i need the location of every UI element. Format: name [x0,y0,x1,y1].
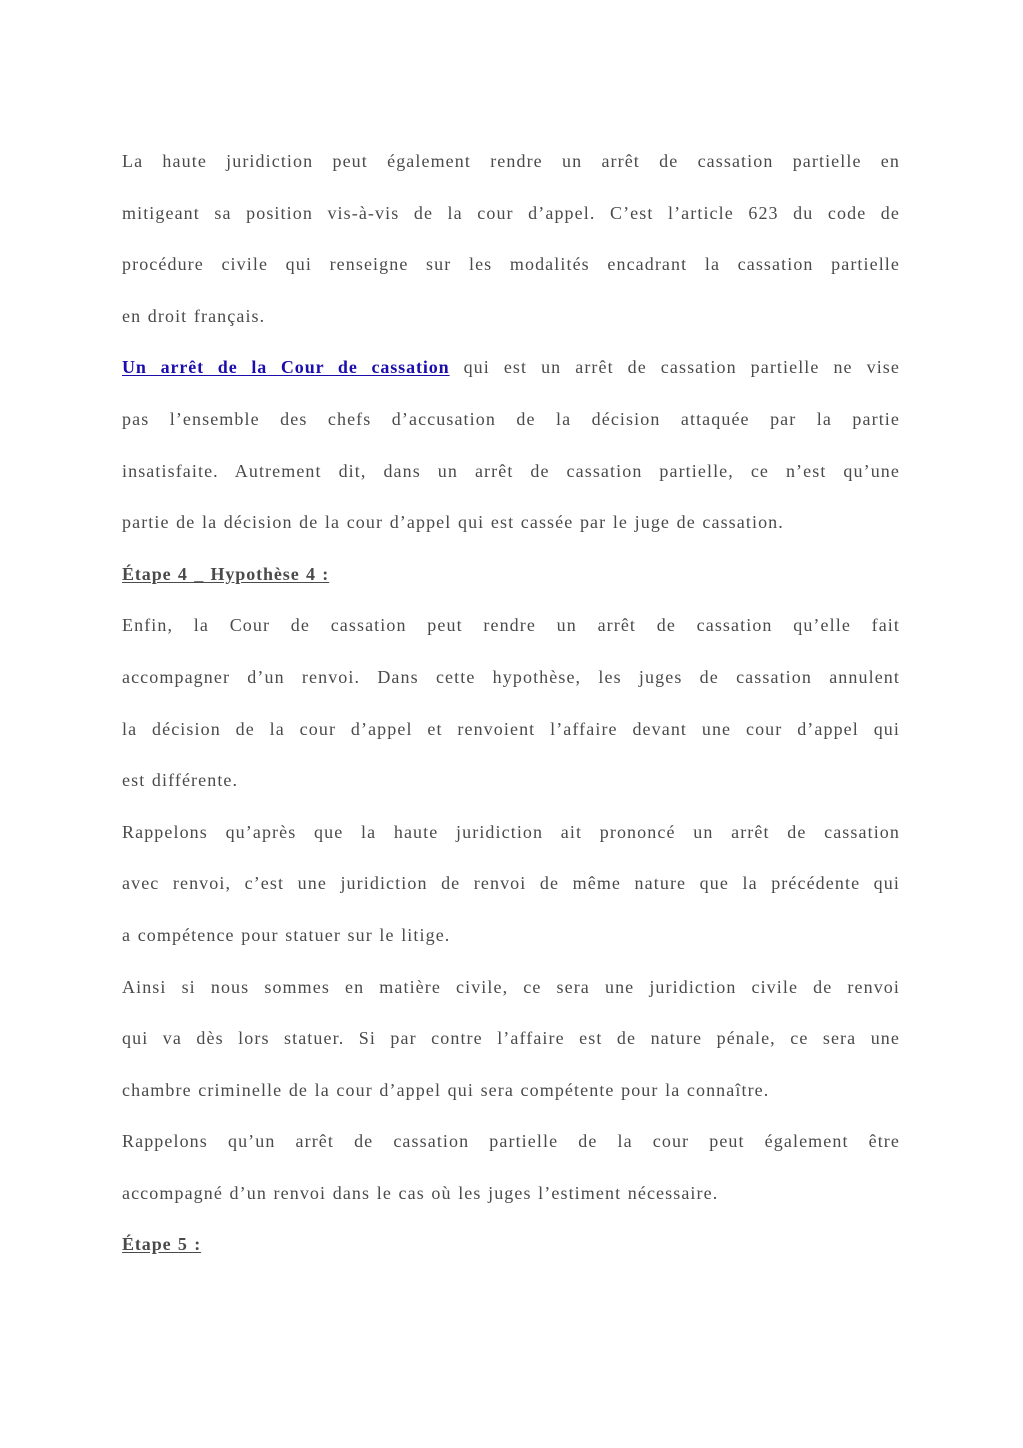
text-line: la décision de la cour d’appel et renvoient l’affaire devant une cour d’appel qui [122,718,900,739]
text-line: partie de la décision de la cour d’appel qui est cassée par le juge de cassation. [122,512,784,533]
text-line: Enfin, la Cour de cassation peut rendre un arrêt de cassation qu’elle fait [122,615,900,636]
heading-step-4: Étape 4 _ Hypothèse 4 : [122,563,330,584]
text-line: accompagner d’un renvoi. Dans cette hypothèse, les juges de cassation annulent [122,666,900,687]
text-line: a compétence pour statuer sur le litige. [122,924,451,945]
text-fragment: qui est un arrêt de cassation partielle ne vise [463,357,900,378]
text-line: accompagné d’un renvoi dans le cas où les juges l’estiment nécessaire. [122,1182,719,1203]
text-line: chambre criminelle de la cour d’appel qui sera compétente pour la connaître. [122,1079,770,1100]
text-line: pas l’ensemble des chefs d’accusation de la décision attaquée par la partie [122,408,900,429]
paragraph-cassation-with-referral [122,600,900,806]
text-line: en droit français. [122,305,266,326]
cour-de-cassation-link[interactable]: Un arrêt de la Cour de cassation [122,357,450,378]
text-line: procédure civile qui renseigne sur les modalités encadrant la cassation partielle [122,254,900,275]
document-body [122,136,900,1271]
text-line: Rappelons qu’après que la haute juridiction ait prononcé un arrêt de cassation [122,821,900,842]
paragraph-referral-jurisdiction [122,807,900,962]
heading-step-5: Étape 5 : [122,1234,202,1255]
text-line: est différente. [122,770,239,791]
text-line-with-link [122,342,900,394]
text-line: avec renvoi, c’est une juridiction de renvoi de même nature que la précédente qui [122,873,900,894]
text-line: mitigeant sa position vis-à-vis de la cour d’appel. C’est l’article 623 du code de [122,202,900,223]
text-line: La haute juridiction peut également rendre un arrêt de cassation partielle en [122,151,900,171]
paragraph-partial-with-referral [122,1116,900,1219]
paragraph-partial-cassation [122,136,900,342]
text-line: Rappelons qu’un arrêt de cassation partielle de la cour peut également être [122,1131,900,1152]
paragraph-partial-cassation-definition [122,342,900,548]
text-line: insatisfaite. Autrement dit, dans un arrêt de cassation partielle, ce n’est qu’une [122,460,900,481]
text-line: qui va dès lors statuer. Si par contre l’affaire est de nature pénale, ce sera une [122,1028,900,1049]
text-line: Ainsi si nous sommes en matière civile, ce sera une juridiction civile de renvoi [122,976,900,997]
paragraph-civil-penal-matters [122,962,900,1117]
